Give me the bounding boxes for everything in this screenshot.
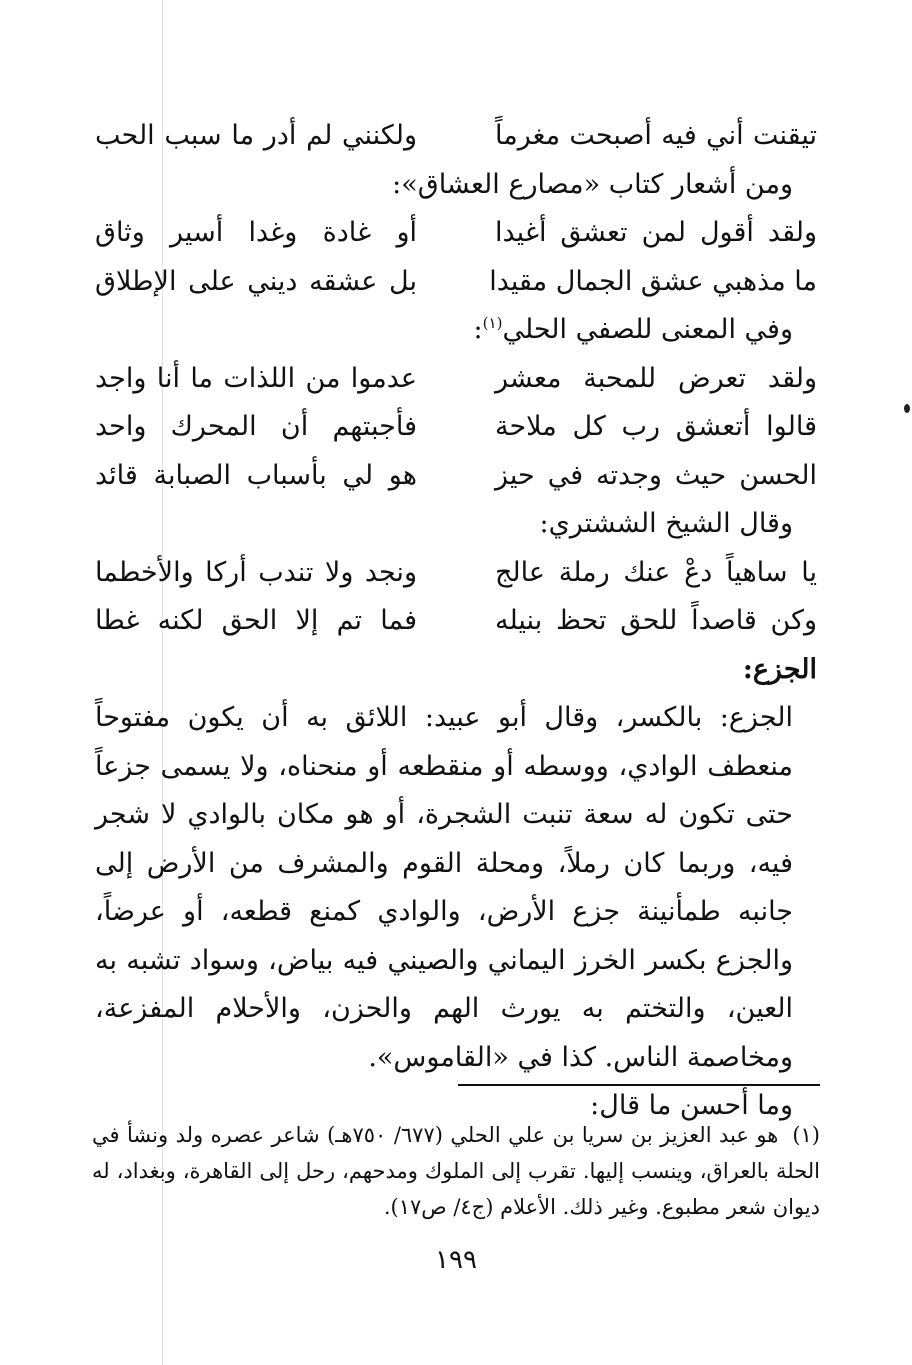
verse-line (95, 355, 817, 404)
verse-second-hemistich: فأجبتهم أن المحرك واحد (95, 411, 417, 442)
verse-line (95, 112, 817, 161)
footnote-number: (١) (792, 1123, 820, 1147)
verse-first-hemistich: قالوا أتعشق رب كل ملاحة (495, 411, 817, 442)
verse-first-hemistich: ولقد تعرض للمحبة معشر (495, 362, 817, 394)
verse-line (95, 549, 817, 598)
verse-second-hemistich: بل عشقه ديني على الإطلاق (95, 265, 417, 297)
footnote (92, 1117, 820, 1225)
intro-safi-al-hilli (95, 306, 817, 355)
verse-second-hemistich: أو غادة وغدا أسير وثاق (95, 217, 417, 248)
verse-first-hemistich: الحسن حيث وجدته في حيز (495, 459, 817, 491)
verse-line (95, 452, 817, 501)
verse-first-hemistich: ما مذهبي عشق الجمال مقيدا (489, 265, 817, 297)
verse-second-hemistich: ولكنني لم أدر ما سبب الحب (95, 120, 417, 151)
section-heading-jaza: الجزع: (742, 653, 817, 685)
verse-first-hemistich: يا ساهياً دعْ عنك رملة عالج (495, 556, 817, 588)
main-text (95, 112, 817, 1131)
jaza-paragraph (95, 694, 817, 1082)
verse-line (95, 597, 817, 646)
closing-line: وما أحسن ما قال: (590, 1090, 793, 1121)
intro-masari-al-ushaq: ومن أشعار كتاب «مصارع العشاق»: (392, 168, 793, 200)
verse-second-hemistich: فما تم إلا الحق لكنه غطا (95, 605, 417, 636)
jaza-paragraph-text: الجزع: بالكسر، وقال أبو عبيد: اللائق به أن يكون مفتوحاً منعطف الوادي، ووسطه أو منقطعه أو منحناه، ولا يسمى جزعاً حتى تكون له سعة تنبت الشجرة، أو هو مكان بالوادي لا شجر فيه، وربما كان رملاً، ومحلة القوم والمشرف من الأرض إلى جانبه طمأنينة جزع الأرض، والوادي كمنع قطعه، أو عرضاً، والجزع بكسر الخرز اليماني والصيني فيه بياض، وسواد تشبه به العين، والتختم به يورث الهم والحزن، والأحلام المفزعة، ومخاصمة الناس. كذا في «القاموس». (95, 702, 793, 1073)
intro-shushtari: وقال الشيخ الششتري: (539, 508, 793, 539)
verse-second-hemistich: عدموا من اللذات ما أنا واجد (95, 362, 417, 394)
verse-first-hemistich: وكن قاصداً للحق تحظ بنيله (495, 605, 817, 636)
intro-safi-colon: : (473, 314, 483, 345)
footnote-reference: (١) (482, 314, 503, 332)
verse-line (95, 258, 817, 307)
verse-first-hemistich: تيقنت أني فيه أصبحت مغرماً (495, 120, 817, 151)
verse-second-hemistich: هو لي بأسباب الصبابة قائد (95, 459, 417, 491)
verse-line (95, 403, 817, 452)
verse-line (95, 209, 817, 258)
verse-second-hemistich: ونجد ولا تندب أركا والأخطما (95, 556, 417, 588)
verse-first-hemistich: ولقد أقول لمن تعشق أغيدا (495, 217, 817, 248)
footnote-text: هو عبد العزيز بن سريا بن علي الحلي (٦٧٧/ ٧٥٠هـ) شاعر عصره ولد ونشأ في الحلة بالعراق، وينسب إليها. تقرب إلى الملوك ومدحهم، رحل إلى القاهرة، وبغداد، له ديوان شعر مطبوع. وغير ذلك. الأعلام (ج٤/ ص١٧). (92, 1123, 820, 1219)
page-number: ١٩٩ (435, 1245, 477, 1275)
footnote-divider (458, 1084, 820, 1086)
margin-mark (904, 404, 910, 413)
intro-safi-text: وفي المعنى للصفي الحلي (502, 314, 793, 345)
